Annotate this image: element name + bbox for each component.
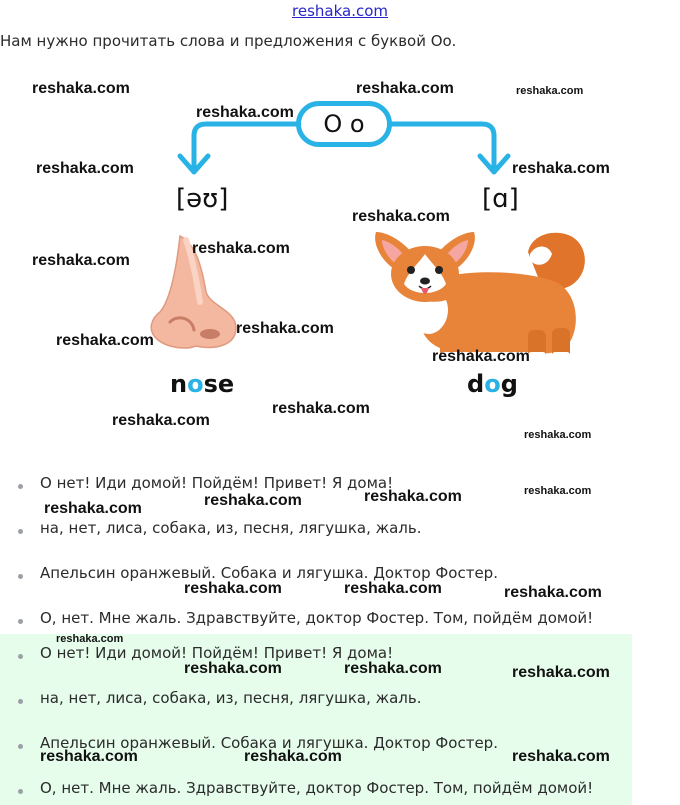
watermark: reshaka.com xyxy=(364,488,462,505)
watermark: reshaka.com xyxy=(272,400,370,417)
watermark: reshaka.com xyxy=(184,660,282,677)
bullet xyxy=(18,744,23,749)
watermark: reshaka.com xyxy=(344,580,442,597)
bullet xyxy=(18,654,23,659)
watermark: reshaka.com xyxy=(56,332,154,349)
watermark: reshaka.com xyxy=(432,348,530,365)
word-dog-vowel: o xyxy=(484,370,501,398)
bullet xyxy=(18,699,23,704)
bullet xyxy=(18,484,23,489)
list-item: Апельсин оранжевый. Собака и лягушка. Доктор Фостер. xyxy=(40,564,498,582)
site-link[interactable]: reshaka.com xyxy=(292,2,388,20)
watermark: reshaka.com xyxy=(524,485,592,497)
right-phoneme: [ɑ] xyxy=(482,184,519,214)
watermark: reshaka.com xyxy=(512,748,610,765)
word-dog-start: d xyxy=(467,370,485,398)
watermark: reshaka.com xyxy=(356,80,454,97)
watermark: reshaka.com xyxy=(344,660,442,677)
list-item: Апельсин оранжевый. Собака и лягушка. Доктор Фостер. xyxy=(40,734,498,752)
intro-text: Нам нужно прочитать слова и предложения с буквой Oo. xyxy=(0,32,457,50)
list-item: О нет! Иди домой! Пойдём! Привет! Я дома! xyxy=(40,474,394,492)
watermark: reshaka.com xyxy=(196,104,294,121)
left-phoneme: [əʊ] xyxy=(176,184,229,214)
watermark: reshaka.com xyxy=(504,584,602,601)
watermark: reshaka.com xyxy=(184,580,282,597)
watermark: reshaka.com xyxy=(44,500,142,517)
list-item: О, нет. Мне жаль. Здравствуйте, доктор Фостер. Том, пойдём домой! xyxy=(40,609,594,627)
watermark: reshaka.com xyxy=(40,748,138,765)
list-item: О нет! Иди домой! Пойдём! Привет! Я дома! xyxy=(40,644,394,662)
bullet xyxy=(18,619,23,624)
list-item: на, нет, лиса, собака, из, песня, лягушка, жаль. xyxy=(40,689,422,707)
watermark: reshaka.com xyxy=(516,85,584,97)
word-dog-end: g xyxy=(500,370,518,398)
letter-text: O o xyxy=(323,110,365,138)
right-arrow xyxy=(392,124,494,170)
watermark: reshaka.com xyxy=(56,633,124,645)
bullet xyxy=(18,789,23,794)
watermark: reshaka.com xyxy=(36,160,134,177)
word-nose-start: n xyxy=(170,370,188,398)
watermark: reshaka.com xyxy=(112,412,210,429)
bullet xyxy=(18,529,23,534)
word-nose-vowel: o xyxy=(187,370,204,398)
watermark: reshaka.com xyxy=(244,748,342,765)
corgi-dog-icon xyxy=(375,232,585,360)
list-item: на, нет, лиса, собака, из, песня, лягушка, жаль. xyxy=(40,519,422,537)
watermark: reshaka.com xyxy=(512,664,610,681)
watermark: reshaka.com xyxy=(32,80,130,97)
word-nose-end: se xyxy=(203,370,235,398)
word-dog xyxy=(467,370,518,398)
watermark: reshaka.com xyxy=(352,208,450,225)
left-arrow xyxy=(194,124,296,170)
watermark: reshaka.com xyxy=(204,492,302,509)
watermark: reshaka.com xyxy=(192,240,290,257)
watermark: reshaka.com xyxy=(524,429,592,441)
word-nose xyxy=(170,370,234,398)
list-item: О, нет. Мне жаль. Здравствуйте, доктор Фостер. Том, пойдём домой! xyxy=(40,779,594,797)
letter-pill xyxy=(296,101,392,147)
watermark: reshaka.com xyxy=(512,160,610,177)
watermark: reshaka.com xyxy=(236,320,334,337)
bullet xyxy=(18,574,23,579)
watermark: reshaka.com xyxy=(32,252,130,269)
